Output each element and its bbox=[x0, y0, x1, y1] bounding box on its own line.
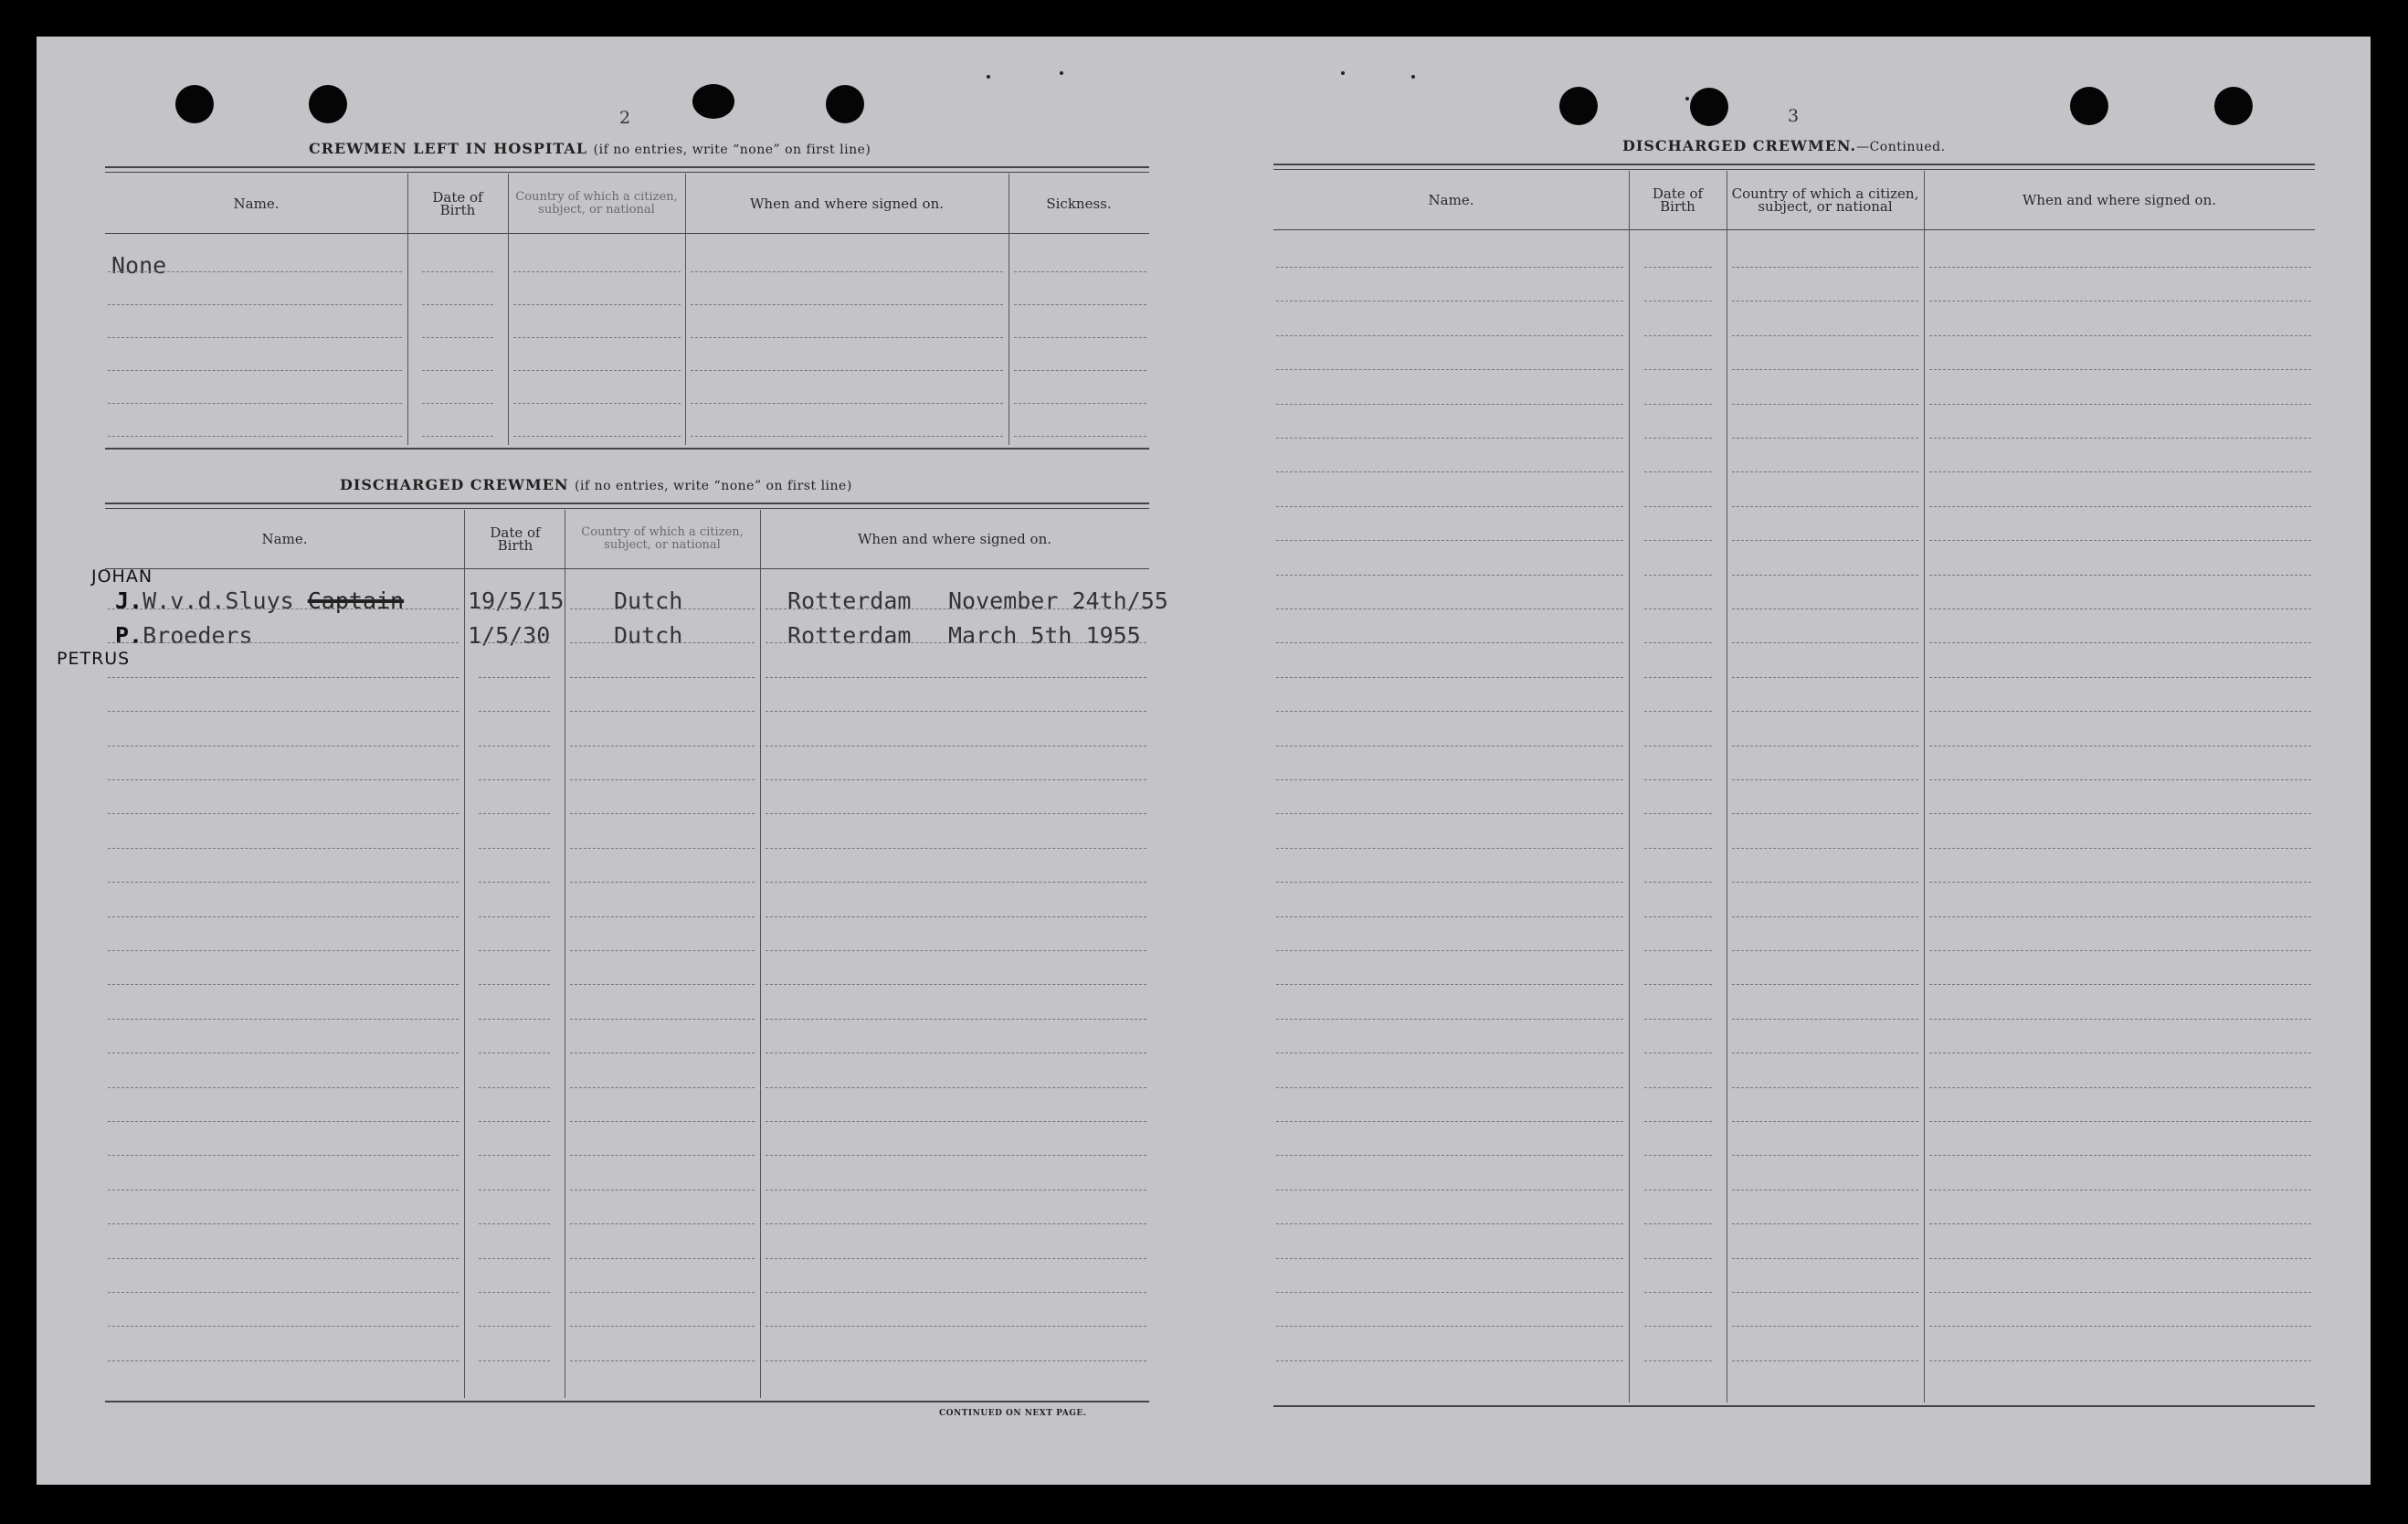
ruled-line bbox=[766, 882, 1146, 883]
ruled-line bbox=[1644, 1258, 1712, 1259]
hospital-section-title bbox=[309, 140, 871, 157]
ruled-line bbox=[1276, 984, 1623, 985]
ruled-line bbox=[479, 1292, 550, 1293]
ruled-line bbox=[766, 677, 1146, 678]
ruled-line bbox=[1732, 1223, 1918, 1224]
ruled-line bbox=[691, 403, 1003, 404]
crew-signed-date: November 24th/55 bbox=[948, 587, 1168, 614]
ruled-line bbox=[108, 304, 402, 305]
ruled-line bbox=[1732, 335, 1918, 336]
discharged-header-country: Country of which a citizen, subject, or national bbox=[581, 525, 744, 552]
right-header-country: Country of which a citizen, subject, or national bbox=[1731, 185, 1919, 215]
ruled-line bbox=[513, 271, 681, 272]
ruled-line bbox=[513, 403, 681, 404]
handwritten-first-name: PETRUS bbox=[57, 649, 131, 669]
ruled-line bbox=[1276, 1326, 1623, 1327]
ruled-line bbox=[766, 1121, 1146, 1122]
ruled-line bbox=[570, 984, 755, 985]
ruled-line bbox=[479, 1087, 550, 1088]
ruled-line bbox=[1644, 916, 1712, 917]
ruled-line bbox=[479, 779, 550, 780]
ruled-line bbox=[1014, 337, 1146, 338]
crew-signed-place: Rotterdam bbox=[787, 587, 912, 614]
ruled-line bbox=[1929, 882, 2311, 883]
discharged-section-title bbox=[340, 476, 852, 493]
ruled-line bbox=[108, 779, 459, 780]
ruled-line bbox=[1929, 779, 2311, 780]
ruled-line bbox=[1732, 916, 1918, 917]
handwritten-first-name: JOHAN bbox=[91, 566, 153, 587]
ruled-line bbox=[1732, 438, 1918, 439]
continued-note: CONTINUED ON NEXT PAGE. bbox=[939, 1409, 1087, 1418]
ruled-line bbox=[108, 813, 459, 814]
hospital-entry-none: None bbox=[111, 252, 167, 279]
ruled-line bbox=[1929, 916, 2311, 917]
ruled-line bbox=[513, 304, 681, 305]
right-header-dob: Date of Birth bbox=[1652, 185, 1704, 215]
ruled-line bbox=[1644, 779, 1712, 780]
ruled-line bbox=[479, 1326, 550, 1327]
ruled-line bbox=[1014, 271, 1146, 272]
punch-hole bbox=[2070, 87, 2108, 125]
punch-hole bbox=[1690, 88, 1728, 126]
ruled-line bbox=[1276, 916, 1623, 917]
ruled-line bbox=[1732, 677, 1918, 678]
ruled-line bbox=[108, 1121, 459, 1122]
ruled-line bbox=[570, 779, 755, 780]
ruled-line bbox=[1929, 1121, 2311, 1122]
ruled-line bbox=[766, 1087, 1146, 1088]
ruled-line bbox=[1644, 1121, 1712, 1122]
discharged-header-signed-on: When and where signed on. bbox=[857, 531, 1051, 547]
ruled-line bbox=[108, 1087, 459, 1088]
ruled-line bbox=[691, 271, 1003, 272]
ruled-line bbox=[1929, 404, 2311, 405]
ruled-line bbox=[1644, 1019, 1712, 1020]
ruled-line bbox=[1644, 267, 1712, 268]
ruled-line bbox=[570, 711, 755, 712]
ruled-line bbox=[1644, 301, 1712, 302]
ruled-line bbox=[479, 677, 550, 678]
punch-hole bbox=[175, 85, 214, 123]
ruled-line bbox=[479, 1121, 550, 1122]
ruled-line bbox=[1276, 1190, 1623, 1191]
ruled-line bbox=[1732, 882, 1918, 883]
ruled-line bbox=[108, 436, 402, 437]
ruled-line bbox=[479, 1360, 550, 1361]
ruled-line bbox=[1929, 642, 2311, 643]
ruled-line bbox=[1929, 1258, 2311, 1259]
ruled-line bbox=[1732, 1155, 1918, 1156]
ruled-line bbox=[1732, 471, 1918, 472]
ruled-line bbox=[1276, 540, 1623, 541]
ruled-line bbox=[1276, 438, 1623, 439]
ruled-line bbox=[1276, 950, 1623, 951]
ruled-line bbox=[479, 813, 550, 814]
ruled-line bbox=[108, 711, 459, 712]
ruled-line bbox=[1644, 506, 1712, 507]
document-sheet bbox=[37, 37, 2371, 1485]
ruled-line bbox=[766, 1258, 1146, 1259]
ruled-line bbox=[1929, 438, 2311, 439]
ruled-line bbox=[1732, 1019, 1918, 1020]
right-title-text: DISCHARGED CREWMEN. bbox=[1622, 137, 1857, 154]
ruled-line bbox=[1276, 404, 1623, 405]
ruled-line bbox=[766, 1190, 1146, 1191]
ruled-line bbox=[1276, 1155, 1623, 1156]
ruled-line bbox=[766, 984, 1146, 985]
ruled-line bbox=[766, 916, 1146, 917]
ruled-line bbox=[570, 1223, 755, 1224]
ruled-line bbox=[766, 642, 1146, 643]
ruled-line bbox=[1644, 540, 1712, 541]
hospital-title-note: (if no entries, write “none” on first line) bbox=[593, 143, 871, 157]
ruled-line bbox=[691, 370, 1003, 371]
ruled-line bbox=[1929, 1019, 2311, 1020]
ruled-line bbox=[1644, 335, 1712, 336]
ruled-line bbox=[691, 337, 1003, 338]
ruled-line bbox=[1929, 471, 2311, 472]
ruled-line bbox=[108, 642, 459, 643]
ruled-line bbox=[108, 1190, 459, 1191]
ruled-line bbox=[1644, 1292, 1712, 1293]
ruled-line bbox=[1732, 984, 1918, 985]
ruled-line bbox=[108, 1326, 459, 1327]
ruled-line bbox=[1929, 335, 2311, 336]
ruled-line bbox=[1644, 1326, 1712, 1327]
ruled-line bbox=[1276, 575, 1623, 576]
ruled-line bbox=[422, 436, 493, 437]
ruled-line bbox=[479, 882, 550, 883]
ruled-line bbox=[1732, 301, 1918, 302]
ruled-line bbox=[1732, 1087, 1918, 1088]
ruled-line bbox=[1276, 882, 1623, 883]
ruled-line bbox=[1929, 950, 2311, 951]
ruled-line bbox=[766, 813, 1146, 814]
crew-name bbox=[115, 622, 253, 649]
ruled-line bbox=[1929, 1155, 2311, 1156]
ruled-line bbox=[1732, 711, 1918, 712]
ruled-line bbox=[766, 779, 1146, 780]
page-number: 2 bbox=[619, 108, 631, 128]
ruled-line bbox=[1276, 642, 1623, 643]
ruled-line bbox=[1276, 471, 1623, 472]
ruled-line bbox=[1732, 404, 1918, 405]
ruled-line bbox=[570, 1190, 755, 1191]
ruled-line bbox=[1276, 711, 1623, 712]
ruled-line bbox=[766, 1155, 1146, 1156]
ruled-line bbox=[766, 711, 1146, 712]
hospital-header-dob: Date of Birth bbox=[432, 188, 483, 218]
ruled-line bbox=[479, 984, 550, 985]
ruled-line bbox=[1276, 779, 1623, 780]
ruled-line bbox=[1732, 1190, 1918, 1191]
ruled-line bbox=[1644, 711, 1712, 712]
ruled-line bbox=[1644, 984, 1712, 985]
ruled-line bbox=[1014, 370, 1146, 371]
hospital-title-text: CREWMEN LEFT IN HOSPITAL bbox=[309, 140, 588, 157]
ruled-line bbox=[422, 337, 493, 338]
ruled-line bbox=[1644, 1190, 1712, 1191]
ruled-line bbox=[479, 1258, 550, 1259]
ruled-line bbox=[1644, 1155, 1712, 1156]
ruled-line bbox=[108, 1155, 459, 1156]
ruled-line bbox=[570, 1155, 755, 1156]
ruled-line bbox=[513, 337, 681, 338]
discharged-title-text: DISCHARGED CREWMEN bbox=[340, 476, 569, 493]
hospital-header-country: Country of which a citizen, subject, or national bbox=[515, 189, 678, 217]
ruled-line bbox=[570, 1326, 755, 1327]
ruled-line bbox=[479, 642, 550, 643]
ruled-line bbox=[766, 1360, 1146, 1361]
ruled-line bbox=[570, 848, 755, 849]
ruled-line bbox=[1644, 369, 1712, 370]
ruled-line bbox=[1644, 404, 1712, 405]
ruled-line bbox=[479, 1190, 550, 1191]
ruled-line bbox=[1929, 575, 2311, 576]
ruled-line bbox=[766, 848, 1146, 849]
ruled-line bbox=[1732, 506, 1918, 507]
crew-signed-place: Rotterdam bbox=[787, 622, 912, 649]
ruled-line bbox=[1929, 984, 2311, 985]
ruled-line bbox=[479, 950, 550, 951]
ruled-line bbox=[1929, 267, 2311, 268]
discharged-header-name: Name. bbox=[261, 531, 308, 547]
ruled-line bbox=[691, 304, 1003, 305]
right-section-title bbox=[1622, 137, 1946, 154]
ruled-line bbox=[1014, 403, 1146, 404]
ruled-line bbox=[1644, 438, 1712, 439]
ruled-line bbox=[479, 1223, 550, 1224]
ruled-line bbox=[108, 1019, 459, 1020]
ruled-line bbox=[1929, 1326, 2311, 1327]
crew-surname: W.v.d.Sluys bbox=[143, 587, 294, 614]
ruled-line bbox=[108, 848, 459, 849]
ruled-line bbox=[1276, 267, 1623, 268]
ruled-line bbox=[1732, 813, 1918, 814]
ruled-line bbox=[570, 677, 755, 678]
ruled-line bbox=[1929, 1223, 2311, 1224]
ruled-line bbox=[422, 271, 493, 272]
ruled-line bbox=[1276, 1292, 1623, 1293]
crew-dob: 1/5/30 bbox=[468, 622, 551, 649]
ruled-line bbox=[1644, 1223, 1712, 1224]
ruled-line bbox=[1014, 304, 1146, 305]
ruled-line bbox=[1732, 642, 1918, 643]
ruled-line bbox=[1276, 301, 1623, 302]
right-header-signed-on: When and where signed on. bbox=[2022, 192, 2216, 208]
hospital-header-sickness: Sickness. bbox=[1046, 195, 1112, 212]
ruled-line bbox=[422, 370, 493, 371]
ruled-line bbox=[479, 848, 550, 849]
ruled-line bbox=[108, 1360, 459, 1361]
ruled-line bbox=[108, 271, 402, 272]
struck-initial: P. bbox=[115, 622, 143, 649]
ruled-line bbox=[570, 1258, 755, 1259]
punch-hole bbox=[692, 84, 734, 119]
ruled-line bbox=[1732, 1292, 1918, 1293]
ruled-line bbox=[1276, 1258, 1623, 1259]
ruled-line bbox=[1276, 1360, 1623, 1361]
ruled-line bbox=[108, 882, 459, 883]
ruled-line bbox=[1732, 369, 1918, 370]
ruled-line bbox=[570, 813, 755, 814]
ruled-line bbox=[108, 1292, 459, 1293]
ruled-line bbox=[479, 1019, 550, 1020]
ruled-line bbox=[1732, 1258, 1918, 1259]
ruled-line bbox=[570, 1121, 755, 1122]
crew-signed-date: March 5th 1955 bbox=[948, 622, 1141, 649]
ruled-line bbox=[570, 916, 755, 917]
ruled-line bbox=[766, 950, 1146, 951]
ruled-line bbox=[1732, 540, 1918, 541]
ruled-line bbox=[1276, 369, 1623, 370]
ruled-line bbox=[1644, 848, 1712, 849]
ruled-line bbox=[691, 436, 1003, 437]
ruled-line bbox=[1929, 1190, 2311, 1191]
ruled-line bbox=[422, 304, 493, 305]
ruled-line bbox=[1732, 779, 1918, 780]
ruled-line bbox=[108, 337, 402, 338]
punch-hole bbox=[826, 85, 864, 123]
crew-surname: Broeders bbox=[143, 622, 253, 649]
ruled-line bbox=[108, 677, 459, 678]
crew-name bbox=[115, 587, 404, 614]
ruled-line bbox=[1644, 813, 1712, 814]
ruled-line bbox=[766, 1223, 1146, 1224]
ruled-line bbox=[1929, 1292, 2311, 1293]
ruled-line bbox=[1929, 677, 2311, 678]
ruled-line bbox=[1732, 575, 1918, 576]
ruled-line bbox=[1644, 575, 1712, 576]
ruled-line bbox=[1929, 848, 2311, 849]
ruled-line bbox=[1276, 1019, 1623, 1020]
crew-country: Dutch bbox=[614, 587, 683, 614]
ruled-line bbox=[513, 370, 681, 371]
ruled-line bbox=[108, 1223, 459, 1224]
ruled-line bbox=[1276, 1087, 1623, 1088]
ruled-line bbox=[1732, 950, 1918, 951]
ruled-line bbox=[570, 950, 755, 951]
ruled-line bbox=[1014, 436, 1146, 437]
ruled-line bbox=[570, 1292, 755, 1293]
struck-initial: J. bbox=[115, 587, 143, 614]
ruled-line bbox=[1276, 848, 1623, 849]
ruled-line bbox=[479, 711, 550, 712]
ruled-line bbox=[766, 1019, 1146, 1020]
ruled-line bbox=[1644, 950, 1712, 951]
ruled-line bbox=[1276, 1223, 1623, 1224]
ruled-line bbox=[513, 436, 681, 437]
ruled-line bbox=[1276, 813, 1623, 814]
ruled-line bbox=[1276, 506, 1623, 507]
ruled-line bbox=[1929, 369, 2311, 370]
ruled-line bbox=[766, 1292, 1146, 1293]
ruled-line bbox=[1732, 1121, 1918, 1122]
ruled-line bbox=[108, 1258, 459, 1259]
ruled-line bbox=[1732, 267, 1918, 268]
hospital-header-signed-on: When and where signed on. bbox=[749, 195, 944, 212]
ruled-line bbox=[570, 642, 755, 643]
ruled-line bbox=[1732, 1326, 1918, 1327]
ruled-line bbox=[1276, 335, 1623, 336]
discharged-header-dob: Date of Birth bbox=[490, 524, 541, 554]
right-header-name: Name. bbox=[1428, 192, 1474, 208]
right-title-suffix: —Continued. bbox=[1856, 140, 1946, 154]
ruled-line bbox=[108, 403, 402, 404]
ruled-line bbox=[479, 916, 550, 917]
ruled-line bbox=[570, 1087, 755, 1088]
ruled-line bbox=[1929, 540, 2311, 541]
ruled-line bbox=[1644, 1360, 1712, 1361]
ruled-line bbox=[1929, 506, 2311, 507]
ruled-line bbox=[1732, 848, 1918, 849]
ruled-line bbox=[422, 403, 493, 404]
ruled-line bbox=[570, 1019, 755, 1020]
ruled-line bbox=[1644, 677, 1712, 678]
punch-hole bbox=[1559, 87, 1598, 125]
ruled-line bbox=[1929, 301, 2311, 302]
hospital-header-name: Name. bbox=[233, 195, 280, 212]
ruled-line bbox=[570, 1360, 755, 1361]
punch-hole bbox=[309, 85, 347, 123]
ruled-line bbox=[1732, 1360, 1918, 1361]
ruled-line bbox=[108, 370, 402, 371]
ruled-line bbox=[1929, 1360, 2311, 1361]
ruled-line bbox=[1276, 1121, 1623, 1122]
ruled-line bbox=[1929, 711, 2311, 712]
discharged-title-note: (if no entries, write “none” on first line) bbox=[575, 479, 852, 493]
ruled-line bbox=[108, 984, 459, 985]
crew-country: Dutch bbox=[614, 622, 683, 649]
ruled-line bbox=[570, 882, 755, 883]
ruled-line bbox=[1644, 642, 1712, 643]
ruled-line bbox=[1644, 882, 1712, 883]
ruled-line bbox=[1929, 813, 2311, 814]
struck-rank: Captain bbox=[307, 587, 405, 614]
ruled-line bbox=[1276, 677, 1623, 678]
page-number: 3 bbox=[1788, 106, 1800, 126]
punch-hole bbox=[2214, 87, 2253, 125]
ruled-line bbox=[479, 1155, 550, 1156]
ruled-line bbox=[108, 916, 459, 917]
crew-dob: 19/5/15 bbox=[468, 587, 565, 614]
ruled-line bbox=[108, 950, 459, 951]
ruled-line bbox=[766, 1326, 1146, 1327]
ruled-line bbox=[1644, 471, 1712, 472]
ruled-line bbox=[1644, 1087, 1712, 1088]
ruled-line bbox=[1929, 1087, 2311, 1088]
